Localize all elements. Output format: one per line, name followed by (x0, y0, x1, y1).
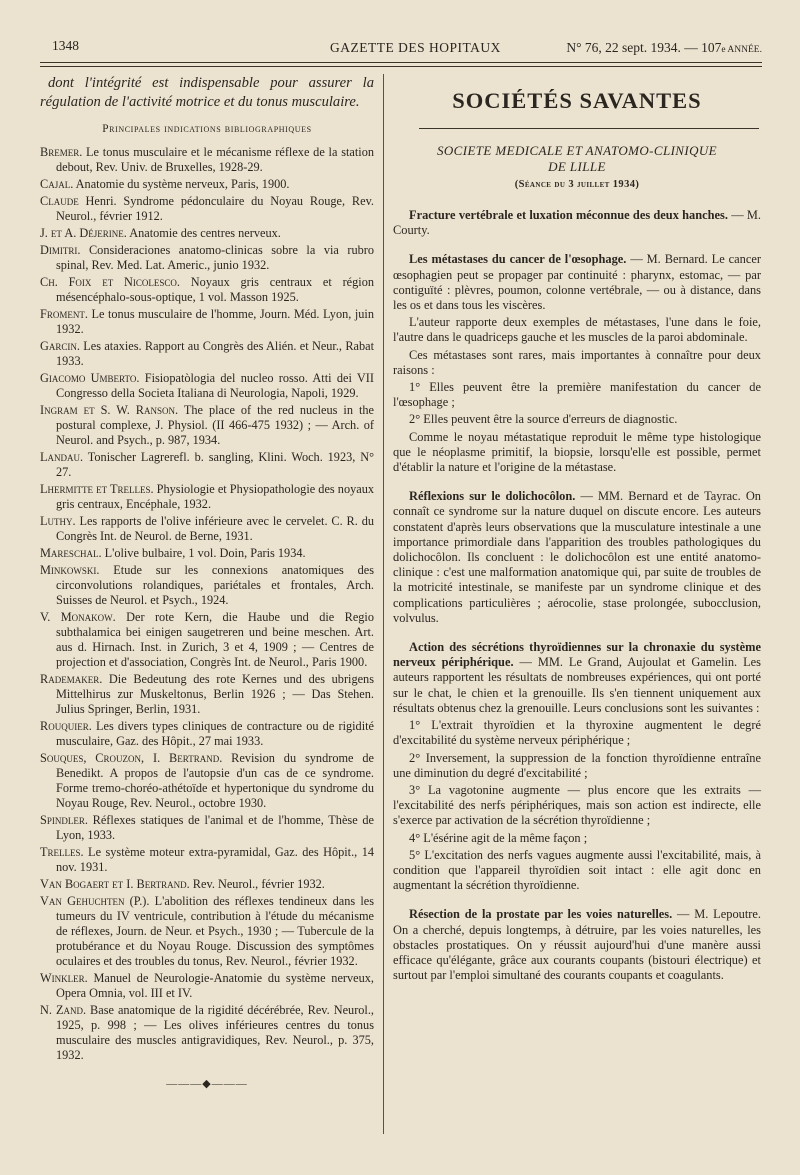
bibliography-entry (40, 243, 374, 273)
reference-author: Lhermitte et Trelles. (40, 482, 154, 496)
bibliography-entry (40, 482, 374, 512)
article-body: — M. Bernard. Le cancer œsophagien peut se propager par continuité : pharynx, estomac, — par contiguïté : plèvres, poumon, colonne vertébrale, — ou à distance, dans les os et dans tous les viscères. (393, 252, 761, 313)
column-divider (383, 74, 384, 1134)
reference-text: The place of the red nucleus in the postural complexe, J. Physiol. (II 466-475 1932) ; — Arch. of Neurol. and Psych., p. 987, 1934. (56, 403, 374, 447)
reference-text: Der rote Kern, die Haube und die Regio subthalamica bei einigen saugetreren und beine meschen. Art. aus d. Hirnach. Inst. in Zurich, 3 et 4, 1909 ; — Centres de projection et d'association, Congrès Int. de Neurol., Paris 1900. (56, 610, 374, 669)
bibliography-entry (40, 145, 374, 175)
session-date: (Séance du 3 juillet 1934) (514, 179, 640, 190)
page-header (52, 38, 762, 64)
article-body: — M. Courty. (393, 208, 761, 238)
reference-author: Landau. (40, 450, 84, 464)
reference-text: L'olive bulbaire, 1 vol. Doin, Paris 1934. (101, 546, 306, 560)
list-item: 1° L'extrait thyroïdien et la thyroxine augmentent le degré d'excitabilité du système nerveux périphérique ; (393, 718, 761, 748)
section-rule (419, 128, 759, 129)
article-fracture (393, 208, 761, 238)
article-dolichocolon (393, 489, 761, 626)
bibliography-entry (40, 610, 374, 670)
reference-text: Etude sur les connexions anatomiques des circonvolutions rolandiques, pariétales et frontales, Arch. Suisses de Neurol. et Psych., 1924. (56, 563, 374, 607)
reference-text: Le système moteur extra-pyramidal, Gaz. des Hôpit., 14 nov. 1931. (56, 845, 374, 874)
bibliography-entry (40, 563, 374, 608)
article-title: Réflexions sur le dolichocôlon. (409, 489, 576, 504)
bibliography-entry (40, 514, 374, 544)
bibliography-entry (40, 894, 374, 969)
reference-text: Le tonus musculaire de l'homme, Journ. Méd. Lyon, juin 1932. (56, 307, 374, 336)
reference-author: Souques, Crouzon, I. Bertrand. (40, 751, 223, 765)
reference-author: Dimitri. (40, 243, 81, 257)
bibliography-title: Principales indications bibliographiques (102, 123, 312, 135)
bibliography-entry (40, 177, 374, 192)
reference-text: Le tonus musculaire et le mécanisme réflexe de la station debout, Rev. Univ. de Bruxelles, 1928-29. (56, 145, 374, 174)
list-item: 3° La vagotonine augmente — plus encore que les extraits — l'excitabilité des nerfs périphériques, mais son action est indirecte, elle s'exerce par activation de la sécrétion thyroïdienne ; (393, 782, 761, 828)
issue-info (566, 40, 762, 56)
reference-text: L'abolition des réflexes tendineux dans les tumeurs du IV ventricule, contribution à l'étude du mécanisme de réflexes, Journ. de Neur. et Psych., 1930 ; — Tubercule de la protubérance et du Noyau Rouge. Discussion des symptômes oculaires et des troubles du tonus, Rev. Neurol., février 1932. (56, 894, 375, 968)
intro-paragraph: dont l'intégrité est indispensable pour assurer la régulation de l'activité motrice et du tonus musculaire. (40, 75, 374, 110)
reference-author: Rademaker. (40, 672, 103, 686)
section-heading: SOCIÉTÉS SAVANTES (452, 88, 702, 113)
article-metastases (393, 252, 761, 313)
left-column (40, 74, 374, 1090)
reference-author: Froment. (40, 307, 88, 321)
bibliography-entry (40, 672, 374, 717)
reference-text: Fisiopatòlogia del nucleo rosso. Atti dei VII Congresso della Societa Italiana di Neurologia, Napoli, 1929. (56, 371, 374, 400)
paragraph: Ces métastases sont rares, mais importantes à connaître pour deux raisons : (393, 347, 761, 377)
bibliography-entry (40, 751, 374, 811)
article-title: Résection de la prostate par les voies naturelles. (409, 907, 673, 922)
header-rule-thin (40, 66, 762, 67)
reference-author: Trelles. (40, 845, 84, 859)
reference-author: Mareschal. (40, 546, 102, 560)
issue-suffix: e ANNÉE. (721, 45, 762, 55)
article-body: — MM. Le Grand, Aujoulat et Gamelin. Les auteurs rapportent les résultats de nombreuses expériences, qui ont porté sur le chat, le chien et la grenouille. Ils s'en tiennent uniquement aux résultats obtenus chez la grenouille. Leurs conclusions sont les suivantes : (393, 655, 761, 715)
reference-text: Henri. Syndrome pédonculaire du Noyau Rouge, Rev. Neurol., février 1912. (56, 194, 374, 223)
reference-text: Anatomie des centres nerveux. (126, 226, 281, 240)
list-item: 5° L'excitation des nerfs vagues augmente aussi l'excitabilité, mais, à condition que l'appareil thyroïdien soit intact : elle agit donc en augmentant la sécrétion thyroïdienne. (393, 847, 761, 893)
bibliography-entry (40, 275, 374, 305)
bibliography-entry (40, 194, 374, 224)
society-name-line1: SOCIETE MEDICALE ET ANATOMO-CLINIQUE (436, 143, 718, 158)
reference-author: Ch. Foix et Nicolesco. (40, 275, 180, 289)
issue-text: N° 76, 22 sept. 1934. — 107 (566, 40, 722, 55)
reference-text: Réflexes statiques de l'animal et de l'homme, Thèse de Lyon, 1933. (56, 813, 374, 842)
reference-author: N. Zand. (40, 1003, 87, 1017)
paragraph: 1° Elles peuvent être la première manifestation du cancer de l'œsophage ; (393, 380, 761, 410)
reference-text: Rev. Neurol., février 1932. (189, 877, 325, 891)
paragraph: Comme le noyau métastatique reproduit le même type histologique que le néoplasme primitif, la biopsie, lorsqu'elle est possible, permet d'établir la nature et l'origine de la métastase. (393, 429, 761, 475)
reference-author: Van Gehuchten (P.). (40, 894, 150, 908)
reference-text: Consideraciones anatomo-clinicas sobre la via rubro spinal, Rev. Med. Lat. Americ., junio 1932. (56, 243, 374, 272)
reference-author: Van Bogaert et I. Bertrand. (40, 877, 190, 891)
bibliography-entry (40, 1003, 374, 1063)
bibliography-entry (40, 339, 374, 369)
article-body: — M. Lepoutre. On a cherché, depuis longtemps, à détruire, par les voies naturelles, les obstacles prostatiques. On y réussit aujourd'hui d'une manère aussi efficace qu'élégante, grâce aux courants coupants (bistouri électrique) et surtout par l'emploi simultané des courants coupants et coagulants. (393, 907, 761, 983)
bibliography-entry (40, 546, 374, 561)
reference-text: Manuel de Neurologie-Anatomie du système nerveux, Opera Omnia, vol. III et IV. (56, 971, 374, 1000)
page-number: 1348 (52, 38, 79, 53)
bibliography-entry (40, 226, 374, 241)
end-ornament: ———◆——— (166, 1078, 248, 1090)
reference-author: Rouquier. (40, 719, 92, 733)
article-title: Les métastases du cancer de l'œsophage. (409, 252, 627, 267)
reference-author: Bremer. (40, 145, 83, 159)
reference-author: Luthy. (40, 514, 76, 528)
bibliography-entry (40, 813, 374, 843)
article-title: Action des sécrétions thyroïdiennes sur la chronaxie du système nerveux périphérique. (393, 640, 761, 670)
reference-author: Minkowski. (40, 563, 100, 577)
reference-author: V. Monakow. (40, 610, 116, 624)
list-item: 4° L'ésérine agit de la même façon ; (409, 830, 588, 845)
reference-author: J. et A. Déjerine. (40, 226, 127, 240)
reference-author: Cajal. (40, 177, 74, 191)
reference-author: Giacomo Umberto. (40, 371, 140, 385)
reference-author: Ingram et S. W. Ranson. (40, 403, 179, 417)
reference-text: Anatomie du système nerveux, Paris, 1900. (73, 177, 290, 191)
reference-author: Spindler. (40, 813, 88, 827)
reference-author: Claude (40, 194, 79, 208)
right-column (393, 82, 761, 985)
reference-text: Les ataxies. Rapport au Congrès des Alién. et Neur., Rabat 1933. (56, 339, 374, 368)
paragraph: 2° Elles peuvent être la source d'erreurs de diagnostic. (409, 412, 678, 427)
header-rule (40, 62, 762, 63)
reference-text: Base anatomique de la rigidité décérébrée, Rev. Neurol., 1925, p. 998 ; — Les olives inférieures centres du tonus musculaire des muscles antigravidiques, Rev. Neurol., p. 375, 1932. (56, 1003, 374, 1062)
reference-author: Winkler. (40, 971, 88, 985)
list-item: 2° Inversement, la suppression de la fonction thyroïdienne entraîne une diminution du degré d'excitabilité ; (393, 750, 761, 780)
bibliography-entry (40, 450, 374, 480)
article-title: Fracture vertébrale et luxation méconnue des deux hanches. (409, 208, 728, 222)
reference-author: Garcin. (40, 339, 80, 353)
article-prostate (393, 907, 761, 983)
bibliography-list (40, 145, 374, 1063)
article-thyroid (393, 640, 761, 716)
bibliography-entry (40, 971, 374, 1001)
reference-text: Die Bedeutung des rote Kernes und des ubrigens Mittelhirus zur Muskeltonus, Berlin 1926 ; — Das Stehen. Julius Springer, Berlin, 1931. (56, 672, 374, 716)
bibliography-entry (40, 719, 374, 749)
reference-text: Noyaux gris centraux et région mésencéphalo-sous-optique, 1 vol. Masson 1925. (56, 275, 374, 304)
bibliography-entry (40, 877, 374, 892)
bibliography-entry (40, 403, 374, 448)
journal-title: GAZETTE DES HOPITAUX (330, 40, 501, 55)
reference-text: Revision du syndrome de Benedikt. A propos de l'autopsie d'un cas de ce syndrome. Forme tremo-choréo-athétoïde et hypertonique du syndrome du Noyau Rouge, Rev. Neurol., octobre 1930. (56, 751, 374, 810)
bibliography-entry (40, 307, 374, 337)
reference-text: Les rapports de l'olive inférieure avec le cervelet. C. R. du Congrès Int. de Neurol. de Berne, 1931. (56, 514, 374, 543)
paragraph: L'auteur rapporte deux exemples de métastases, l'une dans le foie, l'autre dans le quadriceps gauche et les muscles de la paroi abdominale. (393, 315, 761, 345)
reference-text: Les divers types cliniques de contracture ou de rigidité musculaire, Gaz. des Hôpit., 27 mai 1933. (56, 719, 374, 748)
article-body: — MM. Bernard et de Tayrac. On connaît ce syndrome sur la nature duquel on discute encore. Les auteurs constatent d'après leurs observations que la musculature intestinale a une importance primordiale dans l'apparition des troubles pathologiques du dolichocôlon. Ils concluent : le dolichocôlon est une entité anatomo-clinique : c'est une malformation anatomique qui, par suite de troubles de la motricité intestinale, se manifeste par un syndrome clinique et des complications particulières ; aérocolie, stase prolongée, subocclusion, volvulus. (393, 489, 761, 625)
bibliography-entry (40, 371, 374, 401)
bibliography-entry (40, 845, 374, 875)
reference-text: Physiologie et Physiopathologie des noyaux gris centraux, Encéphale, 1932. (56, 482, 374, 511)
society-name-line2: DE LILLE (548, 159, 606, 174)
reference-text: Tonischer Lagrerefl. b. sangling, Klini. Woch. 1923, N° 27. (56, 450, 374, 479)
